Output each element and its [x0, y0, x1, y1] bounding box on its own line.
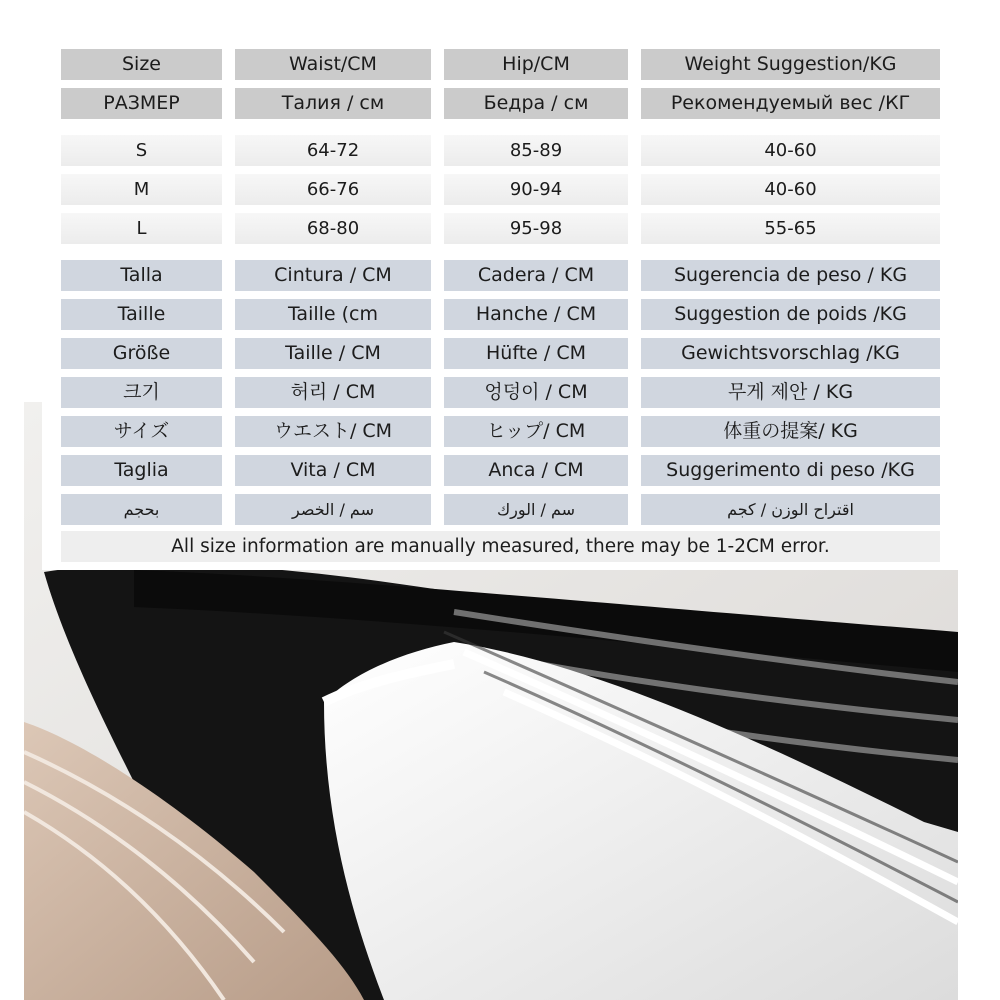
header-cell: Бедра / см [444, 88, 628, 119]
size-table [42, 38, 958, 570]
waist-cell: 66-76 [235, 174, 431, 205]
header-cell: Рекомендуемый вес /КГ [641, 88, 940, 119]
translation-cell: بحجم [61, 494, 222, 525]
translation-cell: サイズ [61, 416, 222, 447]
translation-cell: Taille / CM [235, 338, 431, 369]
translation-cell: Sugerencia de peso / KG [641, 260, 940, 291]
translation-cell: 크기 [61, 377, 222, 408]
translation-cell: ウエスト/ CM [235, 416, 431, 447]
translation-cell: Cintura / CM [235, 260, 431, 291]
translation-cell: 体重の提案/ KG [641, 416, 940, 447]
translation-cell: Taille (cm [235, 299, 431, 330]
translation-cell: سم / الخصر [235, 494, 431, 525]
translation-cell: Taille [61, 299, 222, 330]
translation-cell: Größe [61, 338, 222, 369]
header-cell: РАЗМЕР [61, 88, 222, 119]
size-cell: S [61, 135, 222, 166]
translation-cell: ヒップ/ CM [444, 416, 628, 447]
header-cell: Hip/CM [444, 49, 628, 80]
translation-cell: Anca / CM [444, 455, 628, 486]
weight-cell: 40-60 [641, 174, 940, 205]
translation-cell: 무게 제안 / KG [641, 377, 940, 408]
translation-cell: اقتراح الوزن / كجم [641, 494, 940, 525]
translation-cell: Suggerimento di peso /KG [641, 455, 940, 486]
hip-cell: 85-89 [444, 135, 628, 166]
translation-cell: سم / الورك [444, 494, 628, 525]
hip-cell: 90-94 [444, 174, 628, 205]
translation-cell: Gewichtsvorschlag /KG [641, 338, 940, 369]
weight-cell: 55-65 [641, 213, 940, 244]
measurement-note: All size information are manually measured, there may be 1-2CM error. [61, 531, 940, 562]
translation-cell: Hanche / CM [444, 299, 628, 330]
waist-cell: 64-72 [235, 135, 431, 166]
translation-cell: Cadera / CM [444, 260, 628, 291]
translation-cell: Taglia [61, 455, 222, 486]
header-cell: Талия / см [235, 88, 431, 119]
translation-cell: Vita / CM [235, 455, 431, 486]
header-cell: Waist/CM [235, 49, 431, 80]
translation-cell: Talla [61, 260, 222, 291]
size-cell: L [61, 213, 222, 244]
header-cell: Size [61, 49, 222, 80]
translation-cell: Hüfte / CM [444, 338, 628, 369]
hip-cell: 95-98 [444, 213, 628, 244]
weight-cell: 40-60 [641, 135, 940, 166]
translation-cell: 허리 / CM [235, 377, 431, 408]
translation-cell: 엉덩이 / CM [444, 377, 628, 408]
header-cell: Weight Suggestion/KG [641, 49, 940, 80]
translation-cell: Suggestion de poids /KG [641, 299, 940, 330]
waist-cell: 68-80 [235, 213, 431, 244]
size-cell: M [61, 174, 222, 205]
